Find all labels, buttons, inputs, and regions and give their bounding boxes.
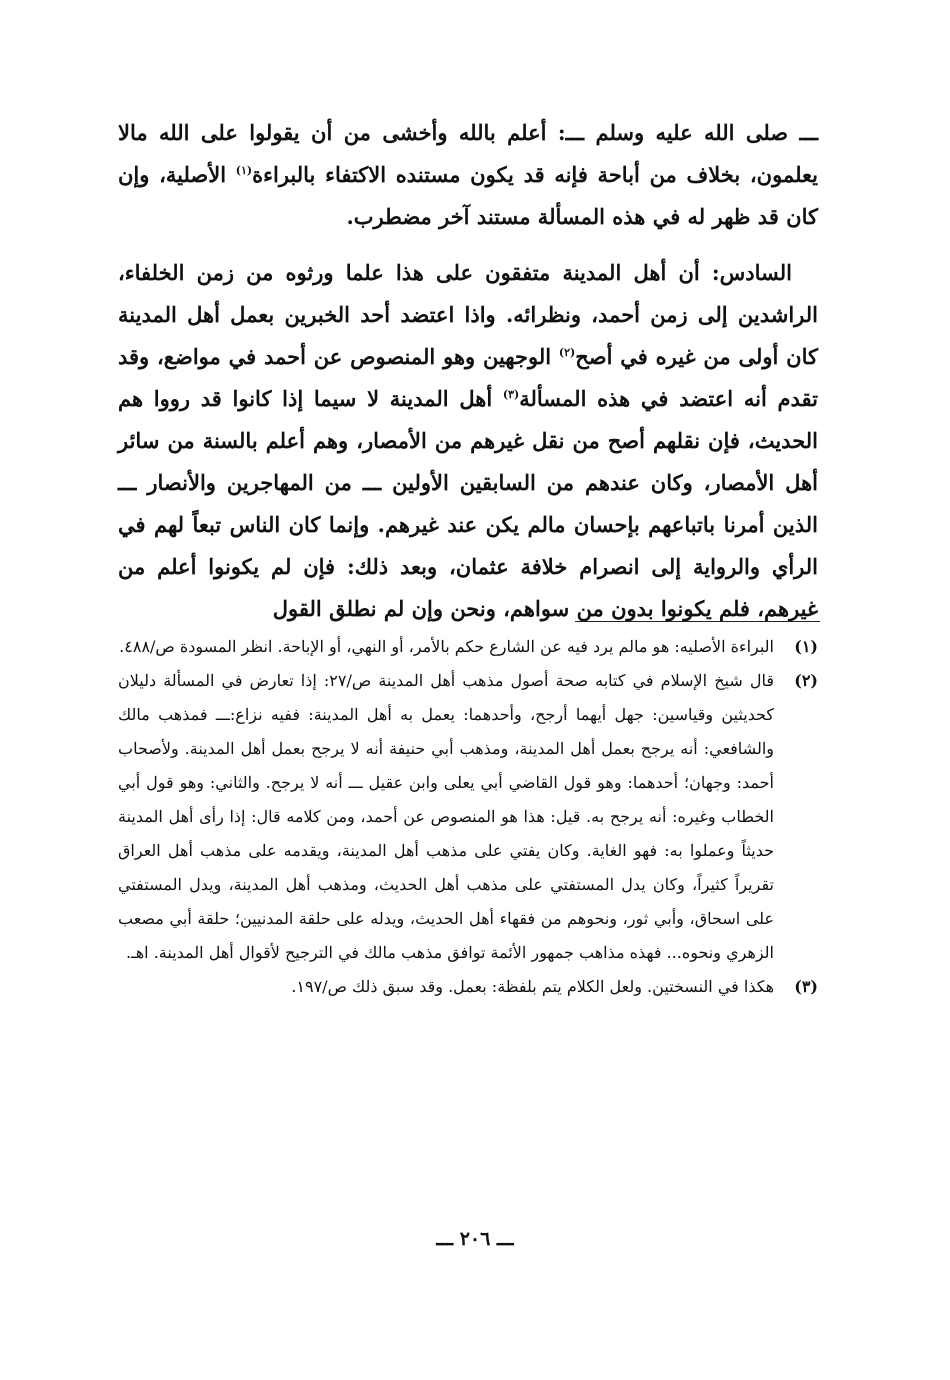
footnotes-section	[118, 630, 818, 1004]
footnote-ref-2: (٢)	[558, 346, 576, 359]
paragraph-2-part-a: السادس: أن أهل المدينة متفقون على هذا علما ورثوه من زمن الخلفاء، الراشدين إلى زمن أحمد، ونظرائه. واذا اعتضد أحد الخبرين بعمل أهل المدينة كان أولى من غيره في أصح	[118, 260, 818, 369]
footnote-ref-3: (٣)	[502, 388, 520, 401]
footnote-2-text: قال شيخ الإسلام في كتابه صحة أصول مذهب أهل المدينة ص/٢٧: إذا تعارض في المسألة دليلان كحديثين وقياسين: جهل أيهما أرجح، وأحدهما: يعمل به أهل المدينة: ففيه نزاع:ـــ فمذهب مالك والشافعي: أنه يرجح بعمل أهل المدينة، ومذهب أبي حنيفة أنه لا يرجح بعمل أهل المدينة. ولأصحاب أحمد: وجهان؛ أحدهما: وهو قول القاضي أبي يعلى وابن عقيل ـــ أنه لا يرجح. والثاني: وهو قول أبي الخطاب وغيره: أنه يرجح به. قيل: هذا هو المنصوص عن أحمد، ومن كلامه قال: إذا رأى أهل المدينة حديثاً وعملوا به: فهو الغاية. وكان يفتي على مذهب أهل المدينة، ويقدمه على مذهب أهل العراق تقريراً كثيراً، وكان يدل المستفتي على مذهب أهل الحديث، ومذهب أهل المدينة، ويدل المستفتي على اسحاق، وأبي ثور، ونحوهم من فقهاء أهل الحديث، ويدله على حلقة المدنيين؛ حلقة أبي مصعب الزهري ونحوه... فهذه مذاهب جمهور الأئمة توافق مذهب مالك في الترجيح لأقوال أهل المدينة. اهـ.	[118, 671, 775, 962]
body-paragraph-2	[118, 252, 818, 630]
paragraph-1-tail: الأصلية، وإن كان قد ظهر له في هذه المسألة مستند آخر مضطرب.	[118, 162, 818, 229]
footnote-2	[118, 664, 818, 970]
body-paragraph-1	[118, 112, 818, 238]
paragraph-2-part-b: الوجهين وهو المنصوص عن أحمد في مواضع، وقد تقدم أنه اعتضد في هذه المسألة	[118, 344, 818, 411]
footnote-3-text: هكذا في النسختين. ولعل الكلام يتم بلفظة: بعمل. وقد سبق ذلك ص/١٩٧.	[291, 977, 774, 996]
page-number: ـــ ٢٠٦ ـــ	[436, 1228, 514, 1250]
footnote-2-number: (٢)	[794, 671, 818, 690]
footnote-1-text: البراءة الأصليه: هو مالم يرد فيه عن الشارع حكم بالأمر، أو النهي، أو الإباحة. انظر المسودة ص/٤٨٨.	[119, 637, 774, 656]
footnote-1	[118, 630, 818, 664]
footnote-ref-1: (١)	[235, 164, 253, 177]
footnote-divider	[575, 621, 820, 622]
footnote-3-number: (٣)	[794, 977, 818, 996]
footnote-1-number: (١)	[794, 637, 818, 656]
paragraph-1-text: ـــ صلى الله عليه وسلم ـــ: أعلم بالله وأخشى من أن يقولوا على الله مالا يعلمون، بخلاف من أباحة فإنه قد يكون مستنده الاكتفاء بالبراءة	[118, 120, 818, 187]
paragraph-2-part-c: أهل المدينة لا سيما إذا كانوا قد رووا هم الحديث، فإن نقلهم أصح من نقل غيرهم من الأمصار، وهم أعلم بالسنة من سائر أهل الأمصار، وكان عندهم من السابقين الأولين ـــ من المهاجرين والأنصار ـــ الذين أمرنا باتباعهم بإحسان مالم يكن عند غيرهم. وإنما كان الناس تبعاً لهم في الرأي والرواية إلى انصرام خلافة عثمان، وبعد ذلك: فإن لم يكونوا أعلم من غيرهم، فلم يكونوا بدون من سواهم، ونحن وإن لم نطلق القول	[118, 386, 818, 621]
footnote-3	[118, 970, 818, 1004]
